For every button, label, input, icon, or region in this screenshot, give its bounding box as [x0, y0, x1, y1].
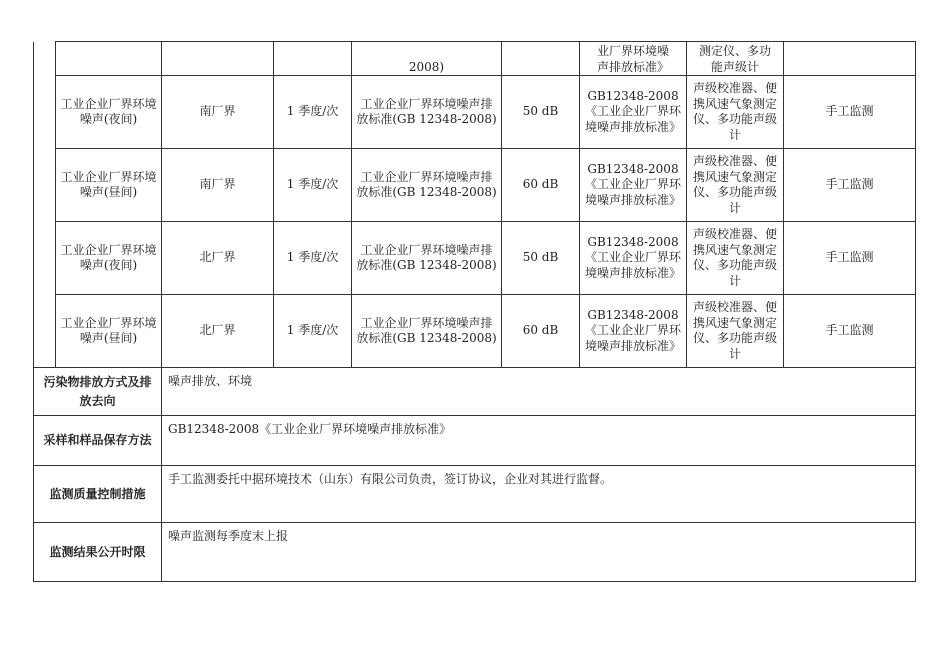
limit-cell — [502, 42, 580, 76]
location-cell: 北厂界 — [162, 295, 274, 368]
frequency-cell: 1 季度/次 — [274, 222, 352, 295]
outer-margin-cell — [34, 222, 56, 295]
monitoring-table — [33, 41, 916, 582]
discharge-method-value: 噪声排放、环境 — [162, 368, 916, 416]
frequency-cell: 1 季度/次 — [274, 149, 352, 222]
standard-cell: 工业企业厂界环境噪声排放标准(GB 12348-2008) — [352, 76, 502, 149]
outer-margin-cell — [34, 149, 56, 222]
location-cell — [162, 42, 274, 76]
frequency-cell: 1 季度/次 — [274, 76, 352, 149]
table-row — [34, 416, 916, 466]
sampling-method-label: 采样和样品保存方法 — [34, 416, 162, 466]
table-row — [34, 295, 916, 368]
instrument-cell: 声级校准器、便携风速气象测定仪、多功能声级计 — [687, 149, 784, 222]
instrument-cell: 声级校准器、便携风速气象测定仪、多功能声级计 — [687, 76, 784, 149]
disclosure-deadline-value: 噪声监测每季度末上报 — [162, 523, 916, 582]
method-cell — [784, 42, 916, 76]
standard-cell: 2008) — [352, 42, 502, 76]
outer-margin-cell — [34, 295, 56, 368]
monitoring-item-cell: 工业企业厂界环境噪声(昼间) — [56, 295, 162, 368]
limit-cell: 60 dB — [502, 295, 580, 368]
method-cell: 手工监测 — [784, 222, 916, 295]
basis-cell: GB12348-2008《工业企业厂界环境噪声排放标准》 — [580, 76, 687, 149]
instrument-cell: 声级校准器、便携风速气象测定仪、多功能声级计 — [687, 222, 784, 295]
instrument-cell: 声级校准器、便携风速气象测定仪、多功能声级计 — [687, 295, 784, 368]
table-row — [34, 523, 916, 582]
instrument-cell: 测定仪、多功 能声级计 — [687, 42, 784, 76]
location-cell: 北厂界 — [162, 222, 274, 295]
outer-margin-cell — [34, 42, 56, 76]
standard-cell: 工业企业厂界环境噪声排放标准(GB 12348-2008) — [352, 149, 502, 222]
monitoring-item-cell: 工业企业厂界环境噪声(夜间) — [56, 76, 162, 149]
outer-margin-cell — [34, 76, 56, 149]
basis-cell: GB12348-2008《工业企业厂界环境噪声排放标准》 — [580, 149, 687, 222]
frequency-cell: 1 季度/次 — [274, 295, 352, 368]
standard-cell: 工业企业厂界环境噪声排放标准(GB 12348-2008) — [352, 222, 502, 295]
location-cell: 南厂界 — [162, 76, 274, 149]
quality-control-value: 手工监测委托中据环境技术（山东）有限公司负责，签订协议，企业对其进行监督。 — [162, 466, 916, 523]
monitoring-plan-document — [33, 41, 915, 582]
method-cell: 手工监测 — [784, 295, 916, 368]
basis-cell: GB12348-2008《工业企业厂界环境噪声排放标准》 — [580, 222, 687, 295]
basis-cell: 业厂界环境噪 声排放标准》 — [580, 42, 687, 76]
table-row — [34, 42, 916, 76]
sampling-method-value: GB12348-2008《工业企业厂界环境噪声排放标准》 — [162, 416, 916, 466]
disclosure-deadline-label: 监测结果公开时限 — [34, 523, 162, 582]
frequency-cell — [274, 42, 352, 76]
method-cell: 手工监测 — [784, 149, 916, 222]
location-cell: 南厂界 — [162, 149, 274, 222]
standard-cell: 工业企业厂界环境噪声排放标准(GB 12348-2008) — [352, 295, 502, 368]
table-row — [34, 368, 916, 416]
monitoring-item-cell: 工业企业厂界环境噪声(夜间) — [56, 222, 162, 295]
table-row — [34, 149, 916, 222]
method-cell: 手工监测 — [784, 76, 916, 149]
table-row — [34, 466, 916, 523]
basis-cell: GB12348-2008《工业企业厂界环境噪声排放标准》 — [580, 295, 687, 368]
discharge-method-label: 污染物排放方式及排放去向 — [34, 368, 162, 416]
limit-cell: 60 dB — [502, 149, 580, 222]
table-row — [34, 222, 916, 295]
limit-cell: 50 dB — [502, 76, 580, 149]
limit-cell: 50 dB — [502, 222, 580, 295]
table-row — [34, 76, 916, 149]
quality-control-label: 监测质量控制措施 — [34, 466, 162, 523]
monitoring-item-cell — [56, 42, 162, 76]
monitoring-item-cell: 工业企业厂界环境噪声(昼间) — [56, 149, 162, 222]
